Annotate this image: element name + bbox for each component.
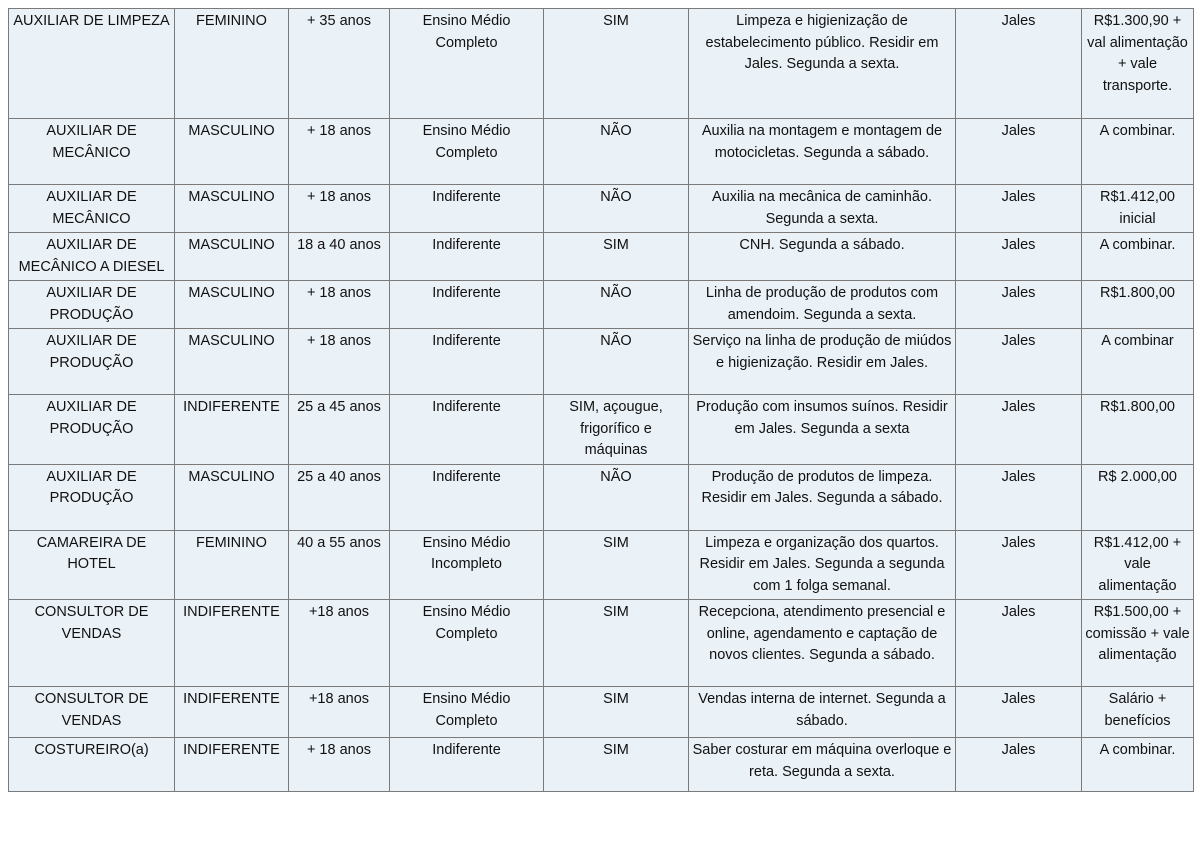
description-cell: Auxilia na montagem e montagem de motocicletas. Segunda a sábado. bbox=[689, 119, 956, 185]
experience-cell: SIM bbox=[544, 687, 689, 738]
gender-cell: MASCULINO bbox=[175, 119, 289, 185]
gender-cell: MASCULINO bbox=[175, 233, 289, 281]
salary-cell: R$1.412,00 + vale alimentação bbox=[1082, 530, 1194, 600]
age-cell: + 18 anos bbox=[289, 738, 390, 792]
age-cell: + 18 anos bbox=[289, 281, 390, 329]
description-cell: Produção com insumos suínos. Residir em Jales. Segunda a sexta bbox=[689, 395, 956, 465]
salary-cell: R$1.412,00 inicial bbox=[1082, 185, 1194, 233]
description-cell: Linha de produção de produtos com amendoim. Segunda a sexta. bbox=[689, 281, 956, 329]
experience-cell: SIM bbox=[544, 738, 689, 792]
education-cell: Indiferente bbox=[390, 329, 544, 395]
city-cell: Jales bbox=[956, 185, 1082, 233]
description-cell: Serviço na linha de produção de miúdos e higienização. Residir em Jales. bbox=[689, 329, 956, 395]
age-cell: +18 anos bbox=[289, 600, 390, 687]
education-cell: Indiferente bbox=[390, 464, 544, 530]
description-cell: CNH. Segunda a sábado. bbox=[689, 233, 956, 281]
city-cell: Jales bbox=[956, 281, 1082, 329]
salary-cell: A combinar. bbox=[1082, 233, 1194, 281]
description-cell: Limpeza e higienização de estabelecimento público. Residir em Jales. Segunda a sexta. bbox=[689, 9, 956, 119]
experience-cell: SIM bbox=[544, 9, 689, 119]
salary-cell: Salário + benefícios bbox=[1082, 687, 1194, 738]
city-cell: Jales bbox=[956, 9, 1082, 119]
job-listings-body bbox=[9, 9, 1194, 792]
salary-cell: R$1.800,00 bbox=[1082, 395, 1194, 465]
gender-cell: INDIFERENTE bbox=[175, 738, 289, 792]
description-cell: Saber costurar em máquina overloque e reta. Segunda a sexta. bbox=[689, 738, 956, 792]
experience-cell: NÃO bbox=[544, 185, 689, 233]
education-cell: Indiferente bbox=[390, 185, 544, 233]
age-cell: + 18 anos bbox=[289, 329, 390, 395]
table-row bbox=[9, 281, 1194, 329]
age-cell: + 35 anos bbox=[289, 9, 390, 119]
city-cell: Jales bbox=[956, 233, 1082, 281]
experience-cell: SIM bbox=[544, 233, 689, 281]
education-cell: Ensino Médio Completo bbox=[390, 600, 544, 687]
job-title-cell: CONSULTOR DE VENDAS bbox=[9, 600, 175, 687]
gender-cell: FEMININO bbox=[175, 9, 289, 119]
city-cell: Jales bbox=[956, 119, 1082, 185]
table-row bbox=[9, 464, 1194, 530]
experience-cell: SIM bbox=[544, 600, 689, 687]
job-title-cell: AUXILIAR DE PRODUÇÃO bbox=[9, 395, 175, 465]
gender-cell: MASCULINO bbox=[175, 329, 289, 395]
age-cell: 25 a 40 anos bbox=[289, 464, 390, 530]
education-cell: Indiferente bbox=[390, 233, 544, 281]
gender-cell: MASCULINO bbox=[175, 185, 289, 233]
table-row bbox=[9, 738, 1194, 792]
description-cell: Limpeza e organização dos quartos. Residir em Jales. Segunda a segunda com 1 folga semanal. bbox=[689, 530, 956, 600]
experience-cell: NÃO bbox=[544, 119, 689, 185]
table-row bbox=[9, 530, 1194, 600]
description-cell: Recepciona, atendimento presencial e online, agendamento e captação de novos clientes. Segunda a sábado. bbox=[689, 600, 956, 687]
job-title-cell: AUXILIAR DE PRODUÇÃO bbox=[9, 329, 175, 395]
job-title-cell: CAMAREIRA DE HOTEL bbox=[9, 530, 175, 600]
job-title-cell: AUXILIAR DE MECÂNICO A DIESEL bbox=[9, 233, 175, 281]
gender-cell: MASCULINO bbox=[175, 464, 289, 530]
gender-cell: FEMININO bbox=[175, 530, 289, 600]
education-cell: Indiferente bbox=[390, 395, 544, 465]
salary-cell: R$ 2.000,00 bbox=[1082, 464, 1194, 530]
table-row bbox=[9, 395, 1194, 465]
description-cell: Vendas interna de internet. Segunda a sábado. bbox=[689, 687, 956, 738]
age-cell: + 18 anos bbox=[289, 185, 390, 233]
city-cell: Jales bbox=[956, 329, 1082, 395]
salary-cell: A combinar. bbox=[1082, 738, 1194, 792]
table-row bbox=[9, 329, 1194, 395]
table-row bbox=[9, 687, 1194, 738]
table-row bbox=[9, 233, 1194, 281]
age-cell: + 18 anos bbox=[289, 119, 390, 185]
table-row bbox=[9, 600, 1194, 687]
age-cell: 40 a 55 anos bbox=[289, 530, 390, 600]
job-listings-table bbox=[8, 8, 1194, 792]
salary-cell: A combinar bbox=[1082, 329, 1194, 395]
job-title-cell: AUXILIAR DE PRODUÇÃO bbox=[9, 464, 175, 530]
city-cell: Jales bbox=[956, 687, 1082, 738]
experience-cell: SIM bbox=[544, 530, 689, 600]
age-cell: +18 anos bbox=[289, 687, 390, 738]
education-cell: Indiferente bbox=[390, 738, 544, 792]
city-cell: Jales bbox=[956, 464, 1082, 530]
city-cell: Jales bbox=[956, 738, 1082, 792]
education-cell: Ensino Médio Completo bbox=[390, 9, 544, 119]
experience-cell: NÃO bbox=[544, 329, 689, 395]
salary-cell: R$1.800,00 bbox=[1082, 281, 1194, 329]
gender-cell: INDIFERENTE bbox=[175, 600, 289, 687]
table-row bbox=[9, 119, 1194, 185]
age-cell: 18 a 40 anos bbox=[289, 233, 390, 281]
city-cell: Jales bbox=[956, 530, 1082, 600]
salary-cell: A combinar. bbox=[1082, 119, 1194, 185]
salary-cell: R$1.500,00 + comissão + vale alimentação bbox=[1082, 600, 1194, 687]
experience-cell: SIM, açougue, frigorífico e máquinas bbox=[544, 395, 689, 465]
description-cell: Auxilia na mecânica de caminhão. Segunda a sexta. bbox=[689, 185, 956, 233]
city-cell: Jales bbox=[956, 395, 1082, 465]
gender-cell: INDIFERENTE bbox=[175, 395, 289, 465]
experience-cell: NÃO bbox=[544, 281, 689, 329]
education-cell: Ensino Médio Incompleto bbox=[390, 530, 544, 600]
education-cell: Indiferente bbox=[390, 281, 544, 329]
description-cell: Produção de produtos de limpeza. Residir em Jales. Segunda a sábado. bbox=[689, 464, 956, 530]
salary-cell: R$1.300,90 + val alimentação + vale transporte. bbox=[1082, 9, 1194, 119]
job-title-cell: AUXILIAR DE MECÂNICO bbox=[9, 185, 175, 233]
job-title-cell: COSTUREIRO(a) bbox=[9, 738, 175, 792]
table-row bbox=[9, 185, 1194, 233]
gender-cell: MASCULINO bbox=[175, 281, 289, 329]
table-row bbox=[9, 9, 1194, 119]
education-cell: Ensino Médio Completo bbox=[390, 119, 544, 185]
experience-cell: NÃO bbox=[544, 464, 689, 530]
education-cell: Ensino Médio Completo bbox=[390, 687, 544, 738]
job-title-cell: CONSULTOR DE VENDAS bbox=[9, 687, 175, 738]
age-cell: 25 a 45 anos bbox=[289, 395, 390, 465]
gender-cell: INDIFERENTE bbox=[175, 687, 289, 738]
city-cell: Jales bbox=[956, 600, 1082, 687]
job-title-cell: AUXILIAR DE PRODUÇÃO bbox=[9, 281, 175, 329]
job-title-cell: AUXILIAR DE LIMPEZA bbox=[9, 9, 175, 119]
job-title-cell: AUXILIAR DE MECÂNICO bbox=[9, 119, 175, 185]
